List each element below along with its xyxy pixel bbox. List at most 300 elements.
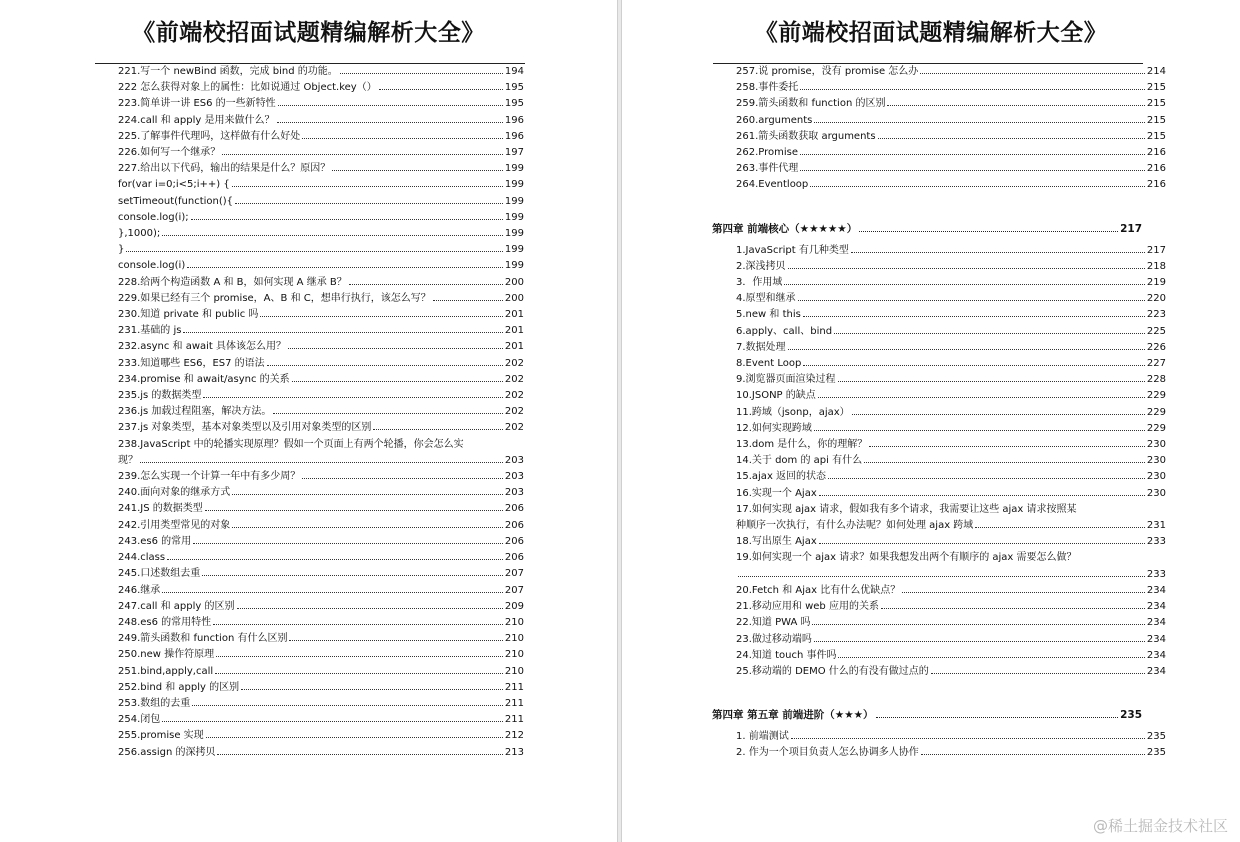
dot-leader: [206, 729, 503, 738]
entry-page-number: 230: [1146, 487, 1166, 499]
entry-page-number: 229: [1146, 390, 1166, 402]
entry-title: }: [118, 244, 125, 256]
entry-page-number: 210: [504, 616, 524, 628]
dot-leader: [887, 97, 1144, 106]
dot-leader: [851, 244, 1145, 253]
entry-title: 15.ajax 返回的状态: [736, 471, 827, 483]
dot-leader: [302, 470, 503, 479]
toc-entry[interactable]: [736, 324, 1166, 340]
entry-page-number: 231: [1146, 520, 1166, 532]
dot-leader: [838, 373, 1145, 382]
entry-title: 237.js 对象类型，基本对象类型以及引用对象类型的区别: [118, 422, 372, 434]
dot-leader: [800, 146, 1145, 155]
entry-page-number: 218: [1146, 260, 1166, 272]
entry-title: 248.es6 的常用特性: [118, 616, 212, 628]
entry-title: 257.说 promise，没有 promise 怎么办: [736, 66, 919, 77]
dot-leader: [791, 730, 1145, 739]
dot-leader: [878, 130, 1145, 139]
dot-leader: [288, 340, 503, 349]
dot-leader: [267, 357, 503, 366]
dot-leader: [818, 389, 1145, 398]
dot-leader: [167, 551, 503, 560]
entry-page-number: 215: [1146, 114, 1166, 126]
dot-leader: [302, 130, 503, 139]
entry-page-number: 199: [504, 179, 524, 191]
toc-entry[interactable]: [736, 307, 1166, 323]
dot-leader: [876, 709, 1119, 718]
dot-leader: [788, 341, 1145, 350]
dot-leader: [232, 519, 503, 528]
toc-entry[interactable]: [736, 486, 1166, 502]
spacer: [736, 680, 1166, 707]
entry-title: 228.给两个构造函数 A 和 B，如何实现 A 继承 B？: [118, 276, 347, 288]
toc-entry[interactable]: [118, 339, 524, 355]
entry-page-number: 235: [1146, 747, 1166, 759]
entry-title: 264.Eventloop: [736, 179, 809, 191]
left-page: [0, 0, 618, 842]
entry-page-number: 211: [504, 714, 524, 726]
entry-title: 247.call 和 apply 的区别: [118, 600, 235, 612]
entry-title: 242.引用类型常见的对象: [118, 519, 231, 531]
entry-title: 255.promise 实现: [118, 730, 204, 742]
entry-page-number: 219: [1146, 277, 1166, 289]
dot-leader: [814, 422, 1145, 431]
dot-leader: [260, 308, 502, 317]
toc-entry[interactable]: [118, 566, 524, 582]
entry-page-number: 210: [504, 633, 524, 645]
entry-page-number: 206: [504, 535, 524, 547]
toc-entry[interactable]: [736, 275, 1166, 291]
entry-title: 226.如何写一个继承？: [118, 147, 221, 159]
toc-entry[interactable]: [118, 307, 524, 323]
dot-leader: [277, 114, 503, 123]
chapter-heading[interactable]: [712, 707, 1142, 723]
entry-page-number: 234: [1146, 649, 1166, 661]
toc-entry[interactable]: [736, 145, 1166, 161]
toc-entry[interactable]: [118, 210, 524, 226]
entry-page-number: 202: [504, 406, 524, 418]
entry-title-line1: 19.如何实现一个 ajax 请求？如果我想发出两个有顺序的 ajax 需要怎么做？: [736, 552, 1077, 564]
entry-title: 1. 前端测试: [736, 731, 789, 743]
entry-page-number: 200: [504, 292, 524, 304]
chapter-page-number: 235: [1120, 709, 1142, 722]
dot-leader: [838, 649, 1144, 658]
toc-entry[interactable]: [118, 226, 524, 242]
entry-page-number: 215: [1146, 98, 1166, 110]
toc-entry[interactable]: [118, 129, 524, 145]
dot-leader: [864, 454, 1145, 463]
entry-title: 8.Event Loop: [736, 358, 802, 370]
dot-leader: [738, 568, 1145, 577]
entry-page-number: 202: [504, 422, 524, 434]
entry-title: 259.箭头函数和 function 的区别: [736, 98, 886, 110]
entry-page-number: 201: [504, 309, 524, 321]
entry-page-number: 213: [504, 746, 524, 758]
entry-page-number: 199: [504, 244, 524, 256]
dot-leader: [235, 195, 503, 204]
dot-leader: [803, 308, 1145, 317]
dot-leader: [798, 292, 1145, 301]
toc-entry[interactable]: [736, 372, 1166, 388]
toc-entry[interactable]: [736, 745, 1166, 761]
dot-leader: [852, 406, 1145, 415]
entry-title: 4.原型和继承: [736, 293, 796, 305]
toc-entry[interactable]: [736, 632, 1166, 648]
entry-page-number: 216: [1146, 147, 1166, 159]
dot-leader: [193, 535, 503, 544]
entry-title: 236.js 加载过程阻塞，解决方法。: [118, 406, 272, 418]
toc-entry[interactable]: [736, 421, 1166, 437]
toc-entry[interactable]: [118, 96, 524, 112]
toc-entry[interactable]: [736, 405, 1166, 421]
toc-entry[interactable]: [118, 372, 524, 388]
entry-page-number: 234: [1146, 584, 1166, 596]
toc-entry[interactable]: [736, 80, 1166, 96]
chapter-title: 第四章 第五章 前端进阶（★★★）: [712, 709, 874, 722]
dot-leader: [289, 632, 502, 641]
dot-leader: [126, 243, 503, 252]
dot-leader: [433, 292, 503, 301]
entry-page-number: 200: [504, 276, 524, 288]
entry-page-number: 194: [504, 66, 524, 77]
dot-leader: [213, 616, 503, 625]
dot-leader: [800, 81, 1145, 90]
dot-leader: [349, 276, 503, 285]
toc-entry[interactable]: [118, 696, 524, 712]
toc-entry[interactable]: [118, 599, 524, 615]
entry-page-number: 199: [504, 211, 524, 223]
entry-page-number: 206: [504, 552, 524, 564]
entry-title: 20.Fetch 和 Ajax 比有什么优缺点？: [736, 584, 901, 596]
entry-title: 263.事件代理: [736, 163, 799, 175]
toc-entry[interactable]: [118, 323, 524, 339]
toc-entry[interactable]: [118, 356, 524, 372]
entry-title: 230.知道 private 和 public 吗: [118, 309, 259, 321]
toc-entry[interactable]: [736, 259, 1166, 275]
entry-page-number: 197: [504, 147, 524, 159]
entry-page-number: 206: [504, 519, 524, 531]
entry-title: 6.apply、call、bind: [736, 325, 833, 337]
entry-title-line2: 种顺序一次执行，有什么办法呢？如何处理 ajax 跨域: [736, 520, 974, 532]
dot-leader: [784, 276, 1145, 285]
dot-leader: [788, 260, 1145, 269]
toc-entry[interactable]: [118, 258, 524, 274]
toc-entry[interactable]: [118, 242, 524, 258]
dot-leader: [814, 633, 1145, 642]
entry-title: 9.浏览器页面渲染过程: [736, 374, 836, 386]
toc-entry[interactable]: [118, 437, 524, 469]
toc-entry[interactable]: [736, 340, 1166, 356]
dot-leader: [203, 389, 502, 398]
entry-title: 233.知道哪些 ES6，ES7 的语法: [118, 357, 265, 369]
entry-title: 16.实现一个 Ajax: [736, 487, 817, 499]
toc-entry[interactable]: [118, 388, 524, 404]
dot-leader: [202, 567, 503, 576]
toc-entry[interactable]: [118, 161, 524, 177]
toc-entry[interactable]: [118, 291, 524, 307]
dot-leader: [810, 178, 1145, 187]
toc-entry[interactable]: [736, 502, 1166, 534]
entry-title: 22.知道 PWA 吗: [736, 617, 811, 629]
entry-page-number: 227: [1146, 358, 1166, 370]
entry-page-number: 207: [504, 568, 524, 580]
entry-page-number: 196: [504, 114, 524, 126]
entry-title: console.log(i);: [118, 211, 189, 223]
entry-title: 229.如果已经有三个 promise，A、B 和 C，想串行执行，该怎么写？: [118, 292, 431, 304]
entry-page-number: 210: [504, 665, 524, 677]
toc-entry[interactable]: [736, 437, 1166, 453]
toc-entry[interactable]: [736, 96, 1166, 112]
toc-entry[interactable]: [118, 194, 524, 210]
entry-title: 221.写一个 newBind 函数，完成 bind 的功能。: [118, 66, 338, 77]
toc-entry[interactable]: [118, 469, 524, 485]
dot-leader: [800, 162, 1145, 171]
entry-title: 262.Promise: [736, 147, 799, 159]
dot-leader: [183, 324, 502, 333]
watermark: @稀土掘金技术社区: [1092, 817, 1228, 835]
toc-entry[interactable]: [736, 177, 1166, 193]
entry-page-number: 215: [1146, 82, 1166, 94]
entry-title: 232.async 和 await 具体该怎么用？: [118, 341, 287, 353]
toc-entry[interactable]: [736, 161, 1166, 177]
left-page-title: 《前端校招面试题精编解析大全》: [132, 19, 485, 46]
entry-page-number: 230: [1146, 471, 1166, 483]
entry-page-number: 202: [504, 390, 524, 402]
left-toc: [118, 64, 524, 761]
toc-entry[interactable]: [118, 647, 524, 663]
toc-entry[interactable]: [118, 534, 524, 550]
toc-entry[interactable]: [118, 518, 524, 534]
entry-page-number: 207: [504, 584, 524, 596]
dot-leader: [241, 681, 503, 690]
dot-leader: [975, 519, 1145, 528]
entry-title-line1: 17.如何实现 ajax 请求，假如我有多个请求，我需要让这些 ajax 请求按照某: [736, 503, 1077, 515]
toc-entry[interactable]: [118, 113, 524, 129]
entry-page-number: 216: [1146, 179, 1166, 191]
toc-entry[interactable]: [118, 712, 524, 728]
entry-page-number: 230: [1146, 455, 1166, 467]
entry-page-number: 202: [504, 373, 524, 385]
toc-entry[interactable]: [118, 177, 524, 193]
entry-page-number: 214: [1146, 66, 1166, 77]
entry-title: 227.给出以下代码，输出的结果是什么？原因？: [118, 163, 331, 175]
dot-leader: [192, 697, 503, 706]
entry-title: 234.promise 和 await/async 的关系: [118, 373, 290, 385]
dot-leader: [162, 584, 503, 593]
toc-entry[interactable]: [118, 64, 524, 80]
toc-entry[interactable]: [736, 599, 1166, 615]
entry-page-number: 229: [1146, 422, 1166, 434]
chapter-title: 第四章 前端核心（★★★★★）: [712, 222, 858, 235]
entry-title: 13.dom 是什么，你的理解？: [736, 439, 868, 451]
toc-entry[interactable]: [118, 485, 524, 501]
toc-entry[interactable]: [118, 80, 524, 96]
dot-leader: [278, 97, 503, 106]
entry-page-number: 225: [1146, 325, 1166, 337]
entry-page-number: 203: [504, 487, 524, 499]
dot-leader: [379, 81, 503, 90]
dot-leader: [217, 746, 502, 755]
toc-entry[interactable]: [118, 745, 524, 761]
entry-line2: [736, 518, 1166, 534]
entry-page-number: 234: [1146, 633, 1166, 645]
right-toc: [712, 64, 1166, 762]
entry-title: 223.简单讲一讲 ES6 的一些新特性: [118, 98, 276, 110]
entry-title: setTimeout(function(){: [118, 195, 234, 207]
dot-leader: [237, 600, 503, 609]
entry-title: 1.JavaScript 有几种类型: [736, 244, 849, 256]
dot-leader: [215, 665, 503, 674]
entry-page-number: 233: [1146, 536, 1166, 548]
toc-entry[interactable]: [118, 404, 524, 420]
entry-title: },1000);: [118, 228, 161, 240]
entry-title: 231.基础的 js: [118, 325, 182, 337]
dot-leader: [819, 535, 1145, 544]
dot-leader: [292, 373, 503, 382]
toc-entry[interactable]: [118, 728, 524, 744]
dot-leader: [828, 470, 1145, 479]
toc-entry[interactable]: [118, 550, 524, 566]
entry-title: 18.写出原生 Ajax: [736, 536, 817, 548]
toc-entry[interactable]: [118, 615, 524, 631]
entry-page-number: 216: [1146, 163, 1166, 175]
toc-entry[interactable]: [736, 388, 1166, 404]
entry-page-number: 229: [1146, 406, 1166, 418]
entry-page-number: 201: [504, 341, 524, 353]
entry-title: for(var i=0;i<5;i++) {: [118, 179, 230, 191]
entry-title: 3．作用域: [736, 277, 783, 289]
entry-title-line1: 238.JavaScript 中的轮播实现原理？假如一个页面上有两个轮播，你会怎么实: [118, 438, 464, 450]
toc-entry[interactable]: [736, 729, 1166, 745]
entry-page-number: 202: [504, 357, 524, 369]
dot-leader: [162, 227, 503, 236]
entry-page-number: 211: [504, 697, 524, 709]
entry-title: 24.知道 touch 事件吗: [736, 649, 837, 661]
entry-page-number: 203: [504, 471, 524, 483]
entry-title: 14.关于 dom 的 api 有什么: [736, 455, 863, 467]
dot-leader: [814, 114, 1145, 123]
chapter-page-number: 217: [1120, 222, 1142, 235]
dot-leader: [834, 325, 1145, 334]
toc-entry[interactable]: [736, 469, 1166, 485]
toc-entry[interactable]: [118, 145, 524, 161]
entry-title: 249.箭头函数和 function 有什么区别: [118, 633, 288, 645]
toc-entry[interactable]: [736, 453, 1166, 469]
entry-title: 250.new 操作符原理: [118, 649, 215, 661]
toc-entry[interactable]: [736, 664, 1166, 680]
dot-leader: [373, 421, 502, 430]
entry-page-number: 209: [504, 600, 524, 612]
entry-title: 256.assign 的深拷贝: [118, 746, 216, 758]
dot-leader: [340, 65, 503, 74]
toc-entry[interactable]: [118, 275, 524, 291]
entry-title: 7.数据处理: [736, 341, 786, 353]
entry-title: 225.了解事件代理吗，这样做有什么好处: [118, 130, 301, 142]
entry-title: 239.怎么实现一个计算一年中有多少周？: [118, 471, 301, 483]
toc-entry[interactable]: [736, 550, 1166, 582]
toc-entry[interactable]: [736, 648, 1166, 664]
entry-title: 222 怎么获得对象上的属性：比如说通过 Object.key（）: [118, 82, 377, 94]
chapter-heading[interactable]: [712, 221, 1142, 237]
toc-entry[interactable]: [118, 631, 524, 647]
dot-leader: [332, 162, 503, 171]
toc-entry[interactable]: [736, 243, 1166, 259]
entry-page-number: 226: [1146, 341, 1166, 353]
entry-page-number: 212: [504, 730, 524, 742]
dot-leader: [881, 600, 1145, 609]
entry-title: 241.JS 的数据类型: [118, 503, 203, 515]
right-page: [621, 0, 1240, 842]
entry-title: 240.面向对象的继承方式: [118, 487, 231, 499]
entry-title: 25.移动端的 DEMO 什么的有没有做过点的: [736, 665, 929, 677]
entry-page-number: 195: [504, 82, 524, 94]
toc-entry[interactable]: [118, 680, 524, 696]
toc-entry[interactable]: [736, 534, 1166, 550]
dot-leader: [902, 584, 1145, 593]
entry-page-number: 234: [1146, 617, 1166, 629]
entry-page-number: 196: [504, 130, 524, 142]
toc-entry[interactable]: [118, 501, 524, 517]
entry-title: 5.new 和 this: [736, 309, 801, 321]
toc-entry[interactable]: [736, 615, 1166, 631]
entry-title: 235.js 的数据类型: [118, 390, 202, 402]
dot-leader: [920, 65, 1145, 74]
dot-leader: [232, 178, 503, 187]
dot-leader: [191, 211, 503, 220]
entry-title: 243.es6 的常用: [118, 535, 192, 547]
dot-leader: [803, 357, 1145, 366]
entry-title: 252.bind 和 apply 的区别: [118, 681, 240, 693]
entry-title: 251.bind,apply,call: [118, 665, 214, 677]
entry-title: 2. 作为一个项目负责人怎么协调多人协作: [736, 747, 919, 759]
dot-leader: [869, 438, 1145, 447]
entry-line2: [736, 567, 1166, 583]
entry-page-number: 217: [1146, 244, 1166, 256]
entry-page-number: 195: [504, 98, 524, 110]
entry-page-number: 206: [504, 503, 524, 515]
dot-leader: [921, 746, 1145, 755]
toc-entry[interactable]: [736, 64, 1166, 80]
entry-title: 260.arguments: [736, 114, 813, 126]
entry-title: 253.数组的去重: [118, 697, 191, 709]
entry-title: 246.继承: [118, 584, 161, 596]
spacer: [736, 194, 1166, 221]
toc-entry[interactable]: [736, 113, 1166, 129]
entry-page-number: 230: [1146, 439, 1166, 451]
entry-title: 254.闭包: [118, 714, 161, 726]
toc-entry[interactable]: [118, 420, 524, 436]
entry-page-number: 201: [504, 325, 524, 337]
entry-page-number: 211: [504, 681, 524, 693]
toc-entry[interactable]: [118, 583, 524, 599]
toc-entry[interactable]: [736, 291, 1166, 307]
toc-entry[interactable]: [736, 129, 1166, 145]
entry-page-number: 223: [1146, 309, 1166, 321]
dot-leader: [222, 146, 503, 155]
entry-page-number: 234: [1146, 665, 1166, 677]
entry-title: 10.JSONP 的缺点: [736, 390, 816, 402]
toc-entry[interactable]: [118, 664, 524, 680]
dot-leader: [187, 259, 503, 268]
entry-page-number: 215: [1146, 130, 1166, 142]
dot-leader: [140, 454, 503, 463]
toc-entry[interactable]: [736, 583, 1166, 599]
entry-page-number: 199: [504, 260, 524, 272]
entry-page-number: 199: [504, 228, 524, 240]
right-page-title: 《前端校招面试题精编解析大全》: [754, 19, 1108, 46]
entry-page-number: 199: [504, 163, 524, 175]
toc-entry[interactable]: [736, 356, 1166, 372]
